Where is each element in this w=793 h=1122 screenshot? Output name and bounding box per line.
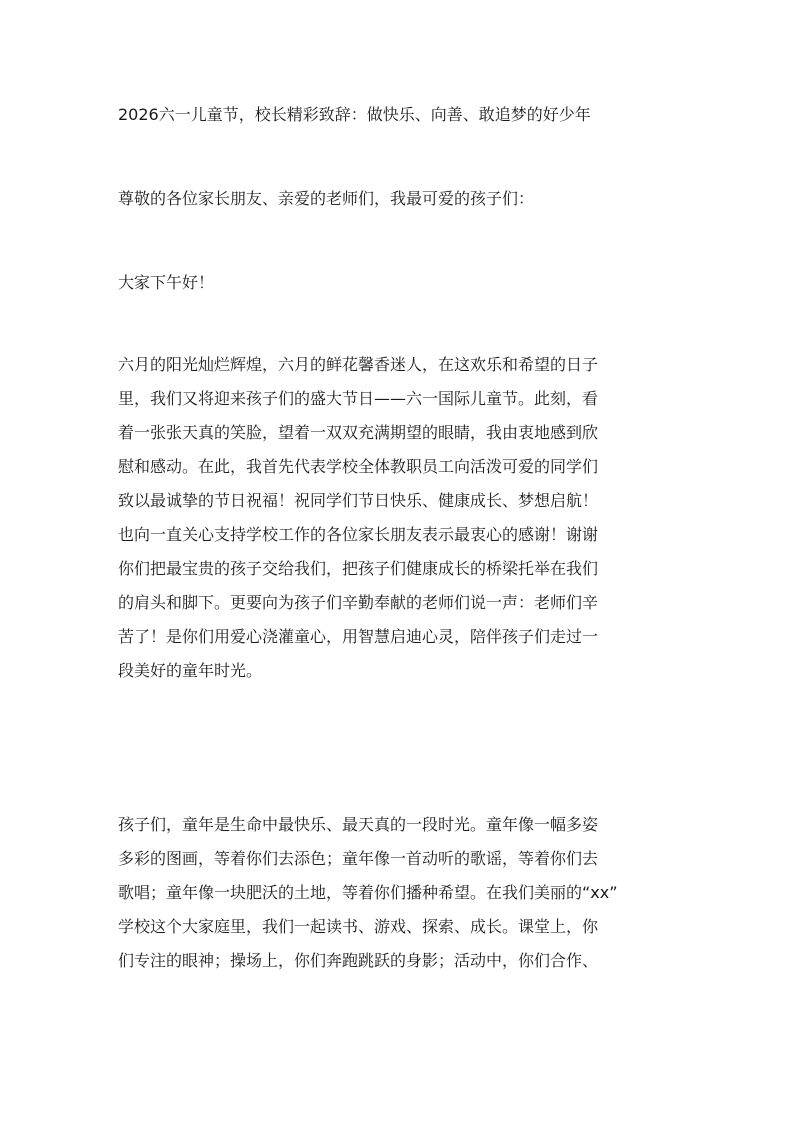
greeting: 大家下午好！ bbox=[118, 273, 215, 292]
paragraph: 六月的阳光灿烂辉煌，六月的鲜花馨香迷人，在这欢乐和希望的日子 里，我们又将迎来孩子们的盛大节日——六一国际儿童节。此刻，看 着一张张天真的笑脸，望着一双双充满期望的眼睛，我由衷地感到欣 慰和感动。在此，我首先代表学校全体教职员工向活泼可爱的同学们 致以最诚挚的节日祝福！祝同学们节日快乐、健康成长、梦想启航！ 也向一直关心支持学校工作的各位家长朋友表示最衷心的感谢！谢谢 你们把最宝贵的孩子交给我们，把孩子们健康成长的桥梁托举在我们 的肩头和脚下。更要向为孩子们辛勤奉献的老师们说一声：老师们辛 苦了！是你们用爱心浇灌童心，用智慧启迪心灵，陪伴孩子们走过一 段美好的童年时光。 bbox=[118, 355, 599, 680]
paragraph: 孩子们，童年是生命中最快乐、最天真的一段时光。童年像一幅多姿 多彩的图画，等着你们去添色；童年像一首动听的歌谣，等着你们去 歌唱；童年像一块肥沃的土地，等着你们播种希望。在我们美丽的“xx” 学校这个大家庭里，我们一起读书、游戏、探索、成长。课堂上，你 们专注的眼神；操场上，你们奔跑跳跃的身影；活动中，你们合作、 bbox=[118, 815, 618, 970]
document-title: 2026六一儿童节，校长精彩致辞：做快乐、向善、敢追梦的好少年 bbox=[118, 105, 591, 124]
salutation: 尊敬的各位家长朋友、亲爱的老师们，我最可爱的孩子们： bbox=[118, 189, 535, 208]
